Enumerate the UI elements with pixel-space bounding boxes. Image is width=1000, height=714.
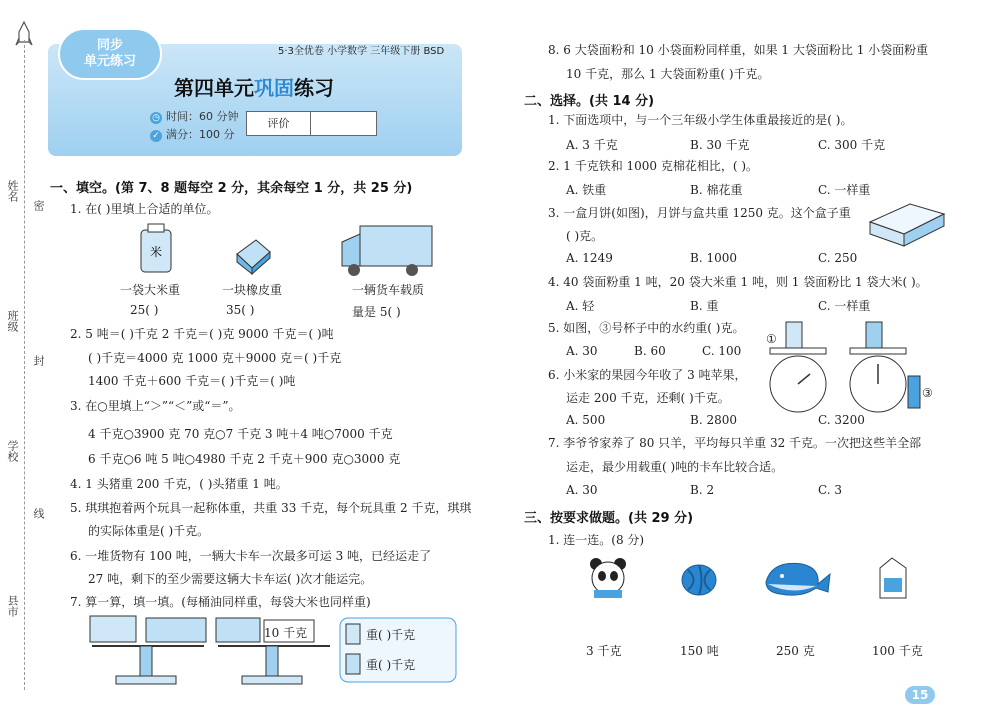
q1-5-line2[interactable]: 的实际体重是( )千克。 xyxy=(88,524,210,538)
q1-8-line2[interactable]: 10 千克，那么 1 大袋面粉重( )千克。 xyxy=(566,67,770,81)
check-icon: ✓ xyxy=(150,130,162,142)
kitchen-scales-icon xyxy=(762,318,932,416)
q2-6-opt-b[interactable]: B. 2800 xyxy=(690,413,737,427)
truck-icon xyxy=(338,222,436,278)
q3-1: 1. 连一连。(8 分) xyxy=(548,533,645,547)
q1-2-line3[interactable]: 1400 千克＋600 千克＝( )千克＝( )吨 xyxy=(88,374,296,388)
q2-2-opt-c[interactable]: C. 一样重 xyxy=(818,183,871,197)
q1-2-line2[interactable]: ( )千克＝4000 克 1000 克＋9000 克＝( )千克 xyxy=(88,351,342,365)
q1-3: 3. 在○里填上“＞”“＜”或“＝”。 xyxy=(70,399,241,413)
q2-1-opt-b[interactable]: B. 30 千克 xyxy=(690,138,750,152)
full-score: ✓ 满分：100 分 xyxy=(150,126,235,142)
sync-badge xyxy=(58,28,162,80)
balance-scale-1-icon xyxy=(86,612,210,690)
cup-3-marker: ③ xyxy=(922,386,933,400)
q1-caption-rice: 一袋大米重 xyxy=(120,283,181,297)
badge-line-1: 同步 xyxy=(96,38,123,53)
q2-2: 2. 1 千克铁和 1000 克棉花相比，( )。 xyxy=(548,159,759,173)
q1-6-line2[interactable]: 27 吨，剩下的至少需要这辆大卡车运( )次才能运完。 xyxy=(88,572,373,586)
margin-label-name: 姓名 xyxy=(6,180,19,202)
q1-8-line1: 8. 6 大袋面粉和 10 小袋面粉同样重，如果 1 大袋面粉比 1 小袋面粉重 xyxy=(548,43,929,57)
q1-4[interactable]: 4. 1 头猪重 200 千克，( )头猪重 1 吨。 xyxy=(70,477,288,491)
q2-6-line2[interactable]: 运走 200 千克，还剩( )千克。 xyxy=(566,391,730,405)
grade-label: 评价 xyxy=(247,112,311,135)
q1-answer-eraser[interactable]: 35( ) xyxy=(226,303,255,317)
panda-icon[interactable] xyxy=(586,556,630,600)
q2-5-opt-c[interactable]: C. 100 xyxy=(702,344,742,358)
clock-icon: ◷ xyxy=(150,112,162,124)
weight-150t[interactable]: 150 吨 xyxy=(680,644,719,658)
q1-answer-rice[interactable]: 25( ) xyxy=(130,303,159,317)
margin-label-mi: 密 xyxy=(32,200,45,211)
q2-4-opt-c[interactable]: C. 一样重 xyxy=(818,299,871,313)
q1-7-weight-label: 10 千克 xyxy=(264,626,308,640)
weight-100kg[interactable]: 100 千克 xyxy=(872,644,923,658)
q2-6-line1: 6. 小米家的果园今年收了 3 吨苹果， xyxy=(548,368,747,382)
page-title: 第四单元巩固练习 xyxy=(174,76,334,100)
q2-1-opt-a[interactable]: A. 3 千克 xyxy=(566,138,618,152)
svg-text:米: 米 xyxy=(149,245,163,259)
cup-1-marker: ① xyxy=(766,332,777,346)
time-limit: ◷ 时间：60 分钟 xyxy=(150,108,239,124)
q2-2-opt-a[interactable]: A. 铁重 xyxy=(566,183,607,197)
q1-1: 1. 在( )里填上合适的单位。 xyxy=(70,202,219,216)
milk-carton-icon[interactable] xyxy=(876,556,910,600)
q1-7: 7. 算一算，填一填。(每桶油同样重，每袋大米也同样重) xyxy=(70,595,371,609)
q2-7-opt-c[interactable]: C. 3 xyxy=(818,483,843,497)
margin-label-class: 班级 xyxy=(6,310,19,332)
margin-label-feng: 封 xyxy=(32,355,45,366)
q2-5-opt-a[interactable]: A. 30 xyxy=(566,344,598,358)
rice-bag-icon xyxy=(138,222,174,274)
series-info: 5·3全优卷 小学数学 三年级下册 BSD xyxy=(278,46,445,57)
q2-1: 1. 下面选项中，与一个三年级小学生体重最接近的是( )。 xyxy=(548,113,853,127)
q2-3-line1: 3. 一盒月饼(如图)，月饼与盒共重 1250 克。这个盒子重 xyxy=(548,206,851,220)
q1-3-line1[interactable]: 4 千克○3900 克 70 克○7 千克 3 吨＋4 吨○7000 千克 xyxy=(88,427,393,441)
q1-6-line1: 6. 一堆货物有 100 吨，一辆大卡车一次最多可运 3 吨，已经运走了 xyxy=(70,549,432,563)
section-3-title: 三、按要求做题。(共 29 分) xyxy=(524,511,694,526)
q1-caption-truck: 一辆货车载质 xyxy=(352,283,425,297)
q1-7-oil-answer[interactable]: 重( )千克 xyxy=(366,628,416,642)
q2-6-opt-a[interactable]: A. 500 xyxy=(566,413,606,427)
whale-icon[interactable] xyxy=(762,554,832,600)
dashed-cut-line xyxy=(24,40,25,690)
q2-4-opt-a[interactable]: A. 轻 xyxy=(566,299,595,313)
q1-7-rice-answer[interactable]: 重( )千克 xyxy=(366,658,416,672)
q2-1-opt-c[interactable]: C. 300 千克 xyxy=(818,138,886,152)
q2-6-opt-c[interactable]: C. 3200 xyxy=(818,413,865,427)
q2-7-line2[interactable]: 运走，最少用载重( )吨的卡车比较合适。 xyxy=(566,460,784,474)
q1-5-line1: 5. 琪琪抱着两个玩具一起称体重，共重 33 千克，每个玩具重 2 千克，琪琪 xyxy=(70,501,472,515)
section-1-title: 一、填空。(第 7、8 题每空 2 分，其余每空 1 分，共 25 分) xyxy=(50,181,413,196)
q1-3-line2[interactable]: 6 千克○6 吨 5 吨○4980 千克 2 千克＋900 克○3000 克 xyxy=(88,452,401,466)
badge-line-2: 单元练习 xyxy=(83,54,136,69)
q2-7-line1: 7. 李爷爷家养了 80 只羊，平均每只羊重 32 千克。一次把这些羊全部 xyxy=(548,436,922,450)
q2-7-opt-a[interactable]: A. 30 xyxy=(566,483,598,497)
margin-label-xian: 线 xyxy=(32,508,45,519)
q1-answer-truck[interactable]: 量是 5( ) xyxy=(352,305,401,319)
weight-3kg[interactable]: 3 千克 xyxy=(586,644,622,658)
q2-3-opt-b[interactable]: B. 1000 xyxy=(690,251,737,265)
q2-4: 4. 40 袋面粉重 1 吨，20 袋大米重 1 吨，则 1 袋面粉比 1 袋大米( )。 xyxy=(548,275,928,289)
q1-2-line1[interactable]: 2. 5 吨＝( )千克 2 千克＝( )克 9000 千克＝( )吨 xyxy=(70,327,334,341)
q2-3-line2[interactable]: ( )克。 xyxy=(566,229,604,243)
q2-3-opt-a[interactable]: A. 1249 xyxy=(566,251,613,265)
weight-250g[interactable]: 250 克 xyxy=(776,644,815,658)
q2-2-opt-b[interactable]: B. 棉花重 xyxy=(690,183,743,197)
q2-7-opt-b[interactable]: B. 2 xyxy=(690,483,715,497)
watermelon-icon[interactable] xyxy=(680,562,718,598)
page-number: 15 xyxy=(905,686,935,704)
grade-box[interactable] xyxy=(246,111,377,136)
mooncake-box-icon xyxy=(866,200,948,250)
q2-5: 5. 如图，③号杯子中的水约重( )克。 xyxy=(548,321,745,335)
section-2-title: 二、选择。(共 14 分) xyxy=(524,94,655,109)
q1-caption-eraser: 一块橡皮重 xyxy=(222,283,283,297)
binding-margin xyxy=(0,0,45,714)
margin-label-county: 县市 xyxy=(6,595,19,617)
q2-3-opt-c[interactable]: C. 250 xyxy=(818,251,858,265)
q2-5-opt-b[interactable]: B. 60 xyxy=(634,344,666,358)
margin-label-school: 学校 xyxy=(6,440,19,462)
q2-4-opt-b[interactable]: B. 重 xyxy=(690,299,719,313)
eraser-icon xyxy=(232,236,274,276)
